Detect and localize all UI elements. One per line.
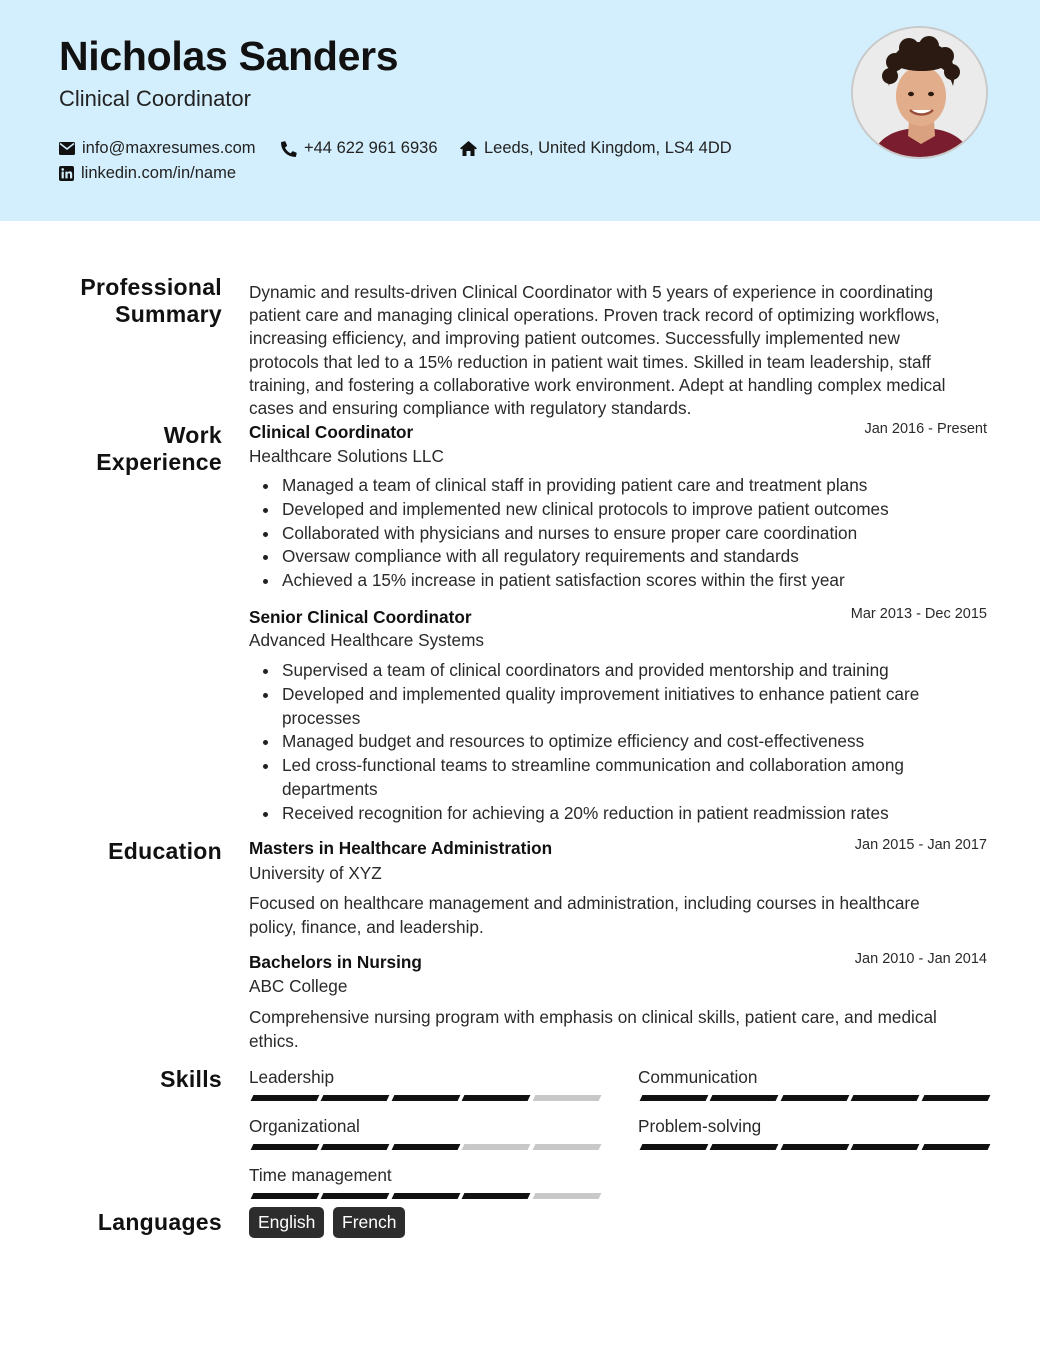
skill-name: Organizational <box>249 1116 360 1136</box>
job-company: Healthcare Solutions LLC <box>249 446 444 466</box>
skill-segment-filled <box>780 1095 849 1101</box>
phone-text: +44 622 961 6936 <box>304 139 438 157</box>
skill-level-bar <box>641 1095 989 1101</box>
skill-segment-empty <box>532 1144 601 1150</box>
skill-segment-filled <box>462 1193 531 1199</box>
skill-segment-filled <box>921 1095 990 1101</box>
skill-segment-filled <box>251 1144 320 1150</box>
skill-segment-filled <box>640 1095 709 1101</box>
skill-segment-empty <box>462 1144 531 1150</box>
job-dates: Jan 2016 - Present <box>864 421 987 437</box>
skill-segment-filled <box>640 1144 709 1150</box>
description-line: Comprehensive nursing program with emphasis on clinical skills, patient care, and medical <box>249 1007 937 1027</box>
bullet-item: Received recognition for achieving a 20% reduction in patient readmission rates <box>282 802 972 826</box>
envelope-icon <box>59 142 75 155</box>
phone-icon <box>281 141 297 157</box>
contact-location <box>460 139 732 158</box>
summary-line: protocols that led to a 15% reduction in patient wait times. Skilled in team leadership, staff <box>249 351 931 372</box>
contact-linkedin[interactable] <box>59 164 236 183</box>
contact-phone[interactable] <box>281 139 438 158</box>
summary-line: Dynamic and results-driven Clinical Coordinator with 5 years of experience in coordinating <box>249 282 934 302</box>
description-line: Focused on healthcare management and administration, including courses in healthcare <box>249 893 920 913</box>
skill-segment-filled <box>391 1193 460 1199</box>
bullet-item: Led cross-functional teams to streamline communication and collaboration among departments <box>282 754 972 802</box>
bullet-item: Achieved a 15% increase in patient satisfaction scores within the first year <box>282 569 972 593</box>
bullet-item: Developed and implemented new clinical protocols to improve patient outcomes <box>282 498 972 522</box>
summary-text <box>249 281 989 420</box>
section-title-work <box>96 422 222 476</box>
section-title-languages: Languages <box>97 1209 222 1235</box>
skill-segment-filled <box>251 1193 320 1199</box>
location-text: Leeds, United Kingdom, LS4 4DD <box>484 139 732 157</box>
education-description <box>249 1005 989 1053</box>
section-title-education: Education <box>108 838 222 864</box>
summary-line: patient care and managing clinical operations. Proven track record of optimizing workflows, <box>249 305 940 326</box>
education-description <box>249 891 989 939</box>
linkedin-icon <box>59 166 74 181</box>
contact-email[interactable] <box>59 139 256 158</box>
description-line: policy, finance, and leadership. <box>249 917 484 937</box>
skill-segment-filled <box>710 1144 779 1150</box>
skill-name: Communication <box>638 1067 758 1087</box>
skill-segment-empty <box>532 1095 601 1101</box>
skill-segment-filled <box>710 1095 779 1101</box>
summary-line: cases and ensuring compliance with regulatory standards. <box>249 398 692 419</box>
skill-segment-filled <box>851 1144 920 1150</box>
skill-segment-filled <box>391 1144 460 1150</box>
resume-header <box>0 0 1040 221</box>
profile-photo <box>851 26 988 159</box>
section-title-skills: Skills <box>160 1066 222 1092</box>
language-pill-french: French <box>333 1207 405 1238</box>
job-company: Advanced Healthcare Systems <box>249 630 485 650</box>
summary-line: training, and fostering a collaborative work environment. Adept at handling complex medical <box>249 374 946 395</box>
education-school: University of XYZ <box>249 863 382 883</box>
bullet-item: Supervised a team of clinical coordinators and provided mentorship and training <box>282 659 972 683</box>
education-dates: Jan 2015 - Jan 2017 <box>854 837 987 853</box>
job-title: Senior Clinical Coordinator <box>249 607 472 627</box>
bullet-item: Oversaw compliance with all regulatory requirements and standards <box>282 545 972 569</box>
skill-segment-filled <box>780 1144 849 1150</box>
candidate-name: Nicholas Sanders <box>59 33 399 79</box>
work-title-line2: Experience <box>96 449 222 475</box>
education-dates: Jan 2010 - Jan 2014 <box>854 951 987 967</box>
job-bullets <box>282 659 972 826</box>
skill-name: Problem-solving <box>638 1116 762 1136</box>
skill-level-bar <box>252 1095 600 1101</box>
section-title-summary <box>80 274 222 328</box>
skill-segment-filled <box>851 1095 920 1101</box>
email-text: info@maxresumes.com <box>82 139 256 157</box>
skill-level-bar <box>252 1193 600 1199</box>
avatar-portrait <box>853 28 988 159</box>
bullet-item: Collaborated with physicians and nurses to ensure proper care coordination <box>282 522 972 546</box>
skill-name: Leadership <box>249 1067 335 1087</box>
home-icon <box>460 141 477 156</box>
skill-segment-filled <box>921 1144 990 1150</box>
bullet-item: Managed a team of clinical staff in providing patient care and treatment plans <box>282 474 972 498</box>
summary-title-line1: Professional <box>80 274 222 300</box>
skill-level-bar <box>641 1144 989 1150</box>
skill-segment-filled <box>321 1095 390 1101</box>
skill-segment-filled <box>462 1095 531 1101</box>
language-pill-english: English <box>249 1207 324 1238</box>
job-dates: Mar 2013 - Dec 2015 <box>850 606 987 622</box>
summary-line: increasing efficiency, and improving patient outcomes. Successfully implemented new <box>249 328 900 349</box>
description-line: ethics. <box>249 1031 299 1051</box>
linkedin-text: linkedin.com/in/name <box>81 164 236 182</box>
skill-segment-filled <box>251 1095 320 1101</box>
degree-title: Masters in Healthcare Administration <box>249 838 553 858</box>
skill-level-bar <box>252 1144 600 1150</box>
summary-title-line2: Summary <box>115 301 222 327</box>
education-school: ABC College <box>249 976 348 996</box>
candidate-title: Clinical Coordinator <box>59 86 251 111</box>
bullet-item: Managed budget and resources to optimize efficiency and cost-effectiveness <box>282 730 972 754</box>
skill-segment-empty <box>532 1193 601 1199</box>
skill-name: Time management <box>249 1165 392 1185</box>
bullet-item: Developed and implemented quality improvement initiatives to enhance patient care processes <box>282 683 972 731</box>
skill-segment-filled <box>321 1144 390 1150</box>
skill-segment-filled <box>321 1193 390 1199</box>
job-title: Clinical Coordinator <box>249 422 414 442</box>
skill-segment-filled <box>391 1095 460 1101</box>
degree-title: Bachelors in Nursing <box>249 952 422 972</box>
work-title-line1: Work <box>163 422 222 448</box>
job-bullets <box>282 474 972 593</box>
